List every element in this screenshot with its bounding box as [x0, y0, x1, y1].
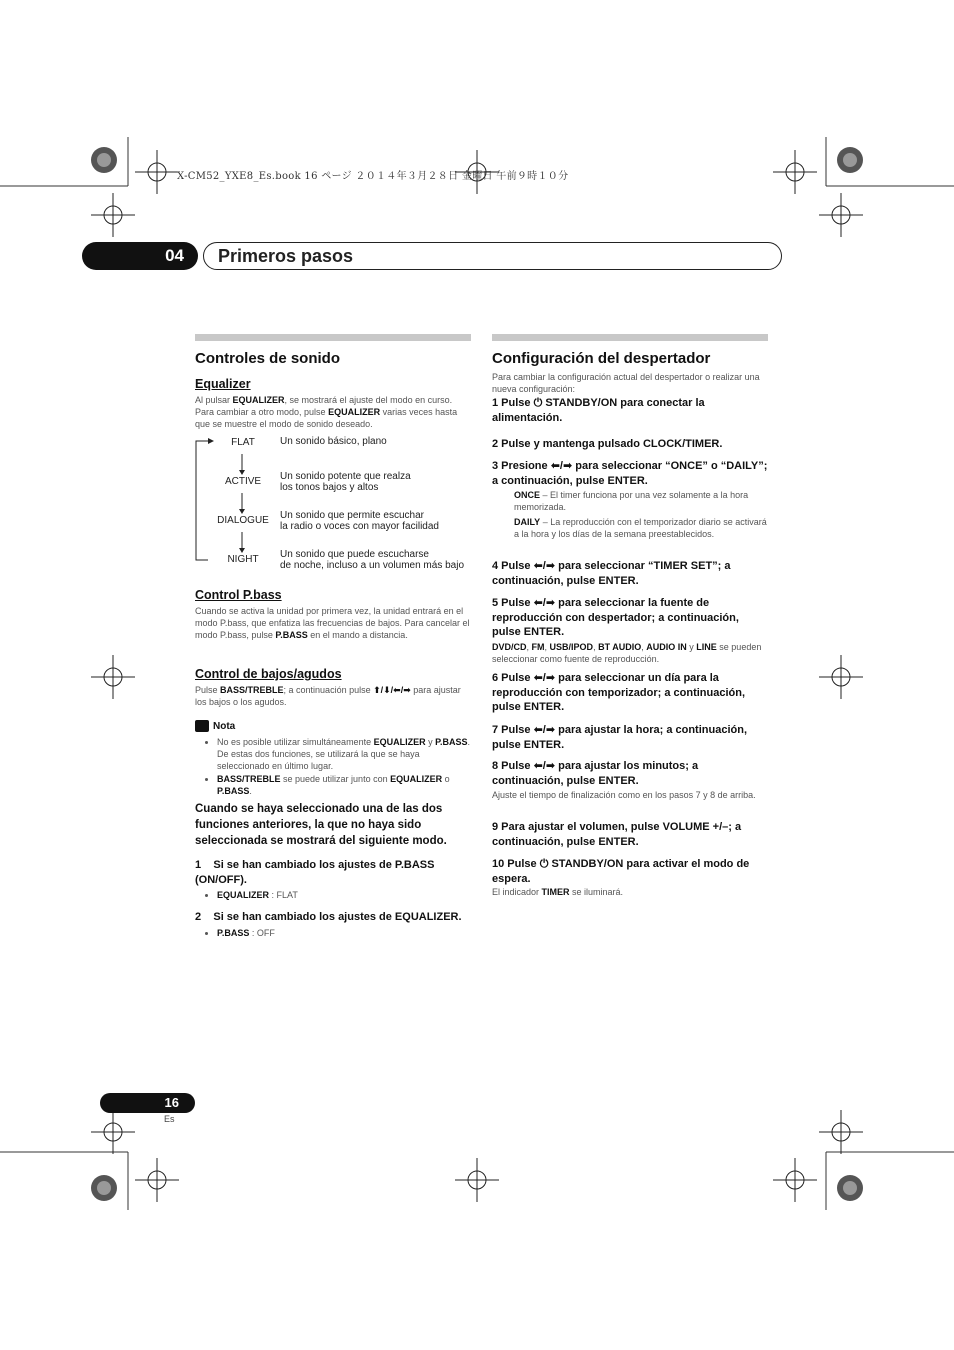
eq-desc-active: Un sonido potente que realza los tonos bajos y altos	[280, 471, 411, 493]
timer-indicator-note: El indicador TIMER se iluminará.	[492, 887, 624, 897]
eq-desc-flat: Un sonido básico, plano	[280, 436, 387, 447]
section-title-sound: Controles de sonido	[195, 350, 341, 367]
left-step-1: 1 Si se han cambiado los ajustes de P.BASS (ON/OFF). • EQUALIZER : FLAT	[195, 858, 471, 902]
equalizer-text: Al pulsar EQUALIZER, se mostrará el ajuste del modo en curso. Para cambiar a otro modo, pulse EQUALIZER varias veces hasta que se muestre el modo de sonido deseado.	[195, 395, 458, 429]
once-note: ONCE – El timer funciona por una vez solamente a la hora memorizada.	[514, 490, 749, 512]
equalizer-title: Equalizer	[195, 377, 251, 391]
chapter-number: 04	[82, 242, 198, 270]
equalizer-section	[195, 377, 471, 430]
summary-paragraph	[195, 801, 471, 849]
nota-list	[195, 736, 471, 797]
nota-section	[195, 720, 471, 798]
eq-desc-dialogue: Un sonido que permite escuchar la radio o voces con mayor facilidad	[280, 510, 439, 532]
file-info-line: X-CM52_YXE8_Es.book 16 ページ ２０１４年３月２８日 金曜日 午前９時１０分	[177, 171, 569, 182]
eq-mode-night: NIGHT	[227, 554, 259, 565]
right-column	[492, 334, 768, 395]
section-bar	[492, 334, 768, 341]
pbass-title: Control P.bass	[195, 588, 282, 602]
nota-bullet-2: • BASS/TREBLE se puede utilizar junto con EQUALIZER o P.BASS.	[217, 773, 471, 797]
alarm-step-3: 3 Presione ⬅/➡ para seleccionar “ONCE” o “DAILY”; a continuación, pulse ENTER. ONCE – El timer funciona por una vez solamente a la hora memorizada. DAILY – La reproducción con el temporizador diario se activará a la hora y los días de la semana preestablecidos.	[492, 460, 768, 539]
section-title-alarm: Configuración del despertador	[492, 350, 711, 367]
summary-text: Cuando se haya seleccionado una de las dos funciones anteriores, la que no haya sido seleccionada se mostrará del siguiente modo.	[195, 803, 447, 847]
nota-bullet-1: • No es posible utilizar simultáneamente EQUALIZER y P.BASS. De estas dos funciones, se utilizará la que se haya seleccionado en último lugar.	[217, 736, 471, 772]
nota-heading: Nota	[195, 720, 471, 732]
section-bar	[195, 334, 471, 341]
page-number: 16	[100, 1093, 195, 1113]
chapter-title: Primeros pasos	[203, 242, 782, 270]
equalizer-cycle-arrows	[190, 432, 250, 572]
source-note: DVD/CD, FM, USB/IPOD, BT AUDIO, AUDIO IN y LINE se pueden seleccionar como fuente de reproducción.	[492, 641, 762, 664]
bass-treble-text: Pulse BASS/TREBLE; a continuación pulse ⬆/⬇/⬅/➡ para ajustar los bajos o los agudos.	[195, 685, 461, 707]
step-2-bullet: • P.BASS : OFF	[217, 927, 471, 939]
bass-treble-section	[195, 667, 471, 708]
left-step-2: 2 Si se han cambiado los ajustes de EQUALIZER. • P.BASS : OFF	[195, 910, 471, 940]
step-1-bullet: • EQUALIZER : FLAT	[217, 889, 471, 901]
daily-note: DAILY – La reproducción con el temporizador diario se activará a la hora y los días de la semana preestablecidos.	[514, 517, 767, 539]
end-time-note: Ajuste el tiempo de finalización como en los pasos 7 y 8 de arriba.	[492, 790, 756, 800]
pencil-note-icon	[195, 720, 209, 732]
page-language: Es	[164, 1114, 175, 1124]
pbass-text: Cuando se activa la unidad por primera vez, la unidad entrará en el modo P.bass, que enfatiza las frecuencias de bajos. Para cancelar el modo P.bass, pulse P.BASS en el mando a distancia.	[195, 606, 470, 640]
bass-treble-title: Control de bajos/agudos	[195, 667, 342, 681]
alarm-step-10: 10 Pulse ⏻ STANDBY/ON para activar el modo de espera. El indicador TIMER se iluminará.	[492, 857, 768, 898]
alarm-step-2: 2 Pulse y mantenga pulsado CLOCK/TIMER.	[492, 438, 723, 450]
eq-mode-flat: FLAT	[231, 437, 255, 448]
left-column	[195, 334, 471, 367]
alarm-step-9: 9 Para ajustar el volumen, pulse VOLUME +/–; a continuación, pulse ENTER.	[492, 821, 742, 848]
alarm-intro: Para cambiar la configuración actual del despertador o realizar una nueva configuración:	[492, 372, 760, 394]
alarm-step-6: 6 Pulse ⬅/➡ para seleccionar un día para la reproducción con temporizador; a continuación, pulse ENTER.	[492, 672, 746, 713]
eq-mode-active: ACTIVE	[224, 476, 262, 487]
alarm-step-5: 5 Pulse ⬅/➡ para seleccionar la fuente de reproducción con despertador; a continuación, pulse ENTER. DVD/CD, FM, USB/IPOD, BT AUDIO, AUDIO IN y LINE se pueden seleccionar como fuente de reproducción.	[492, 596, 768, 665]
alarm-step-8: 8 Pulse ⬅/➡ para ajustar los minutos; a continuación, pulse ENTER. Ajuste el tiempo de finalización como en los pasos 7 y 8 de arriba.	[492, 759, 768, 801]
eq-desc-night: Un sonido que puede escucharse de noche, incluso a un volumen más bajo	[280, 549, 465, 571]
alarm-step-4: 4 Pulse ⬅/➡ para seleccionar “TIMER SET”; a continuación, pulse ENTER.	[492, 560, 731, 587]
alarm-step-7: 7 Pulse ⬅/➡ para ajustar la hora; a continuación, pulse ENTER.	[492, 724, 748, 751]
alarm-step-1: 1 Pulse ⏻ STANDBY/ON para conectar la alimentación.	[492, 397, 705, 424]
pbass-section	[195, 588, 471, 641]
eq-mode-dialogue: DIALOGUE	[217, 515, 269, 526]
